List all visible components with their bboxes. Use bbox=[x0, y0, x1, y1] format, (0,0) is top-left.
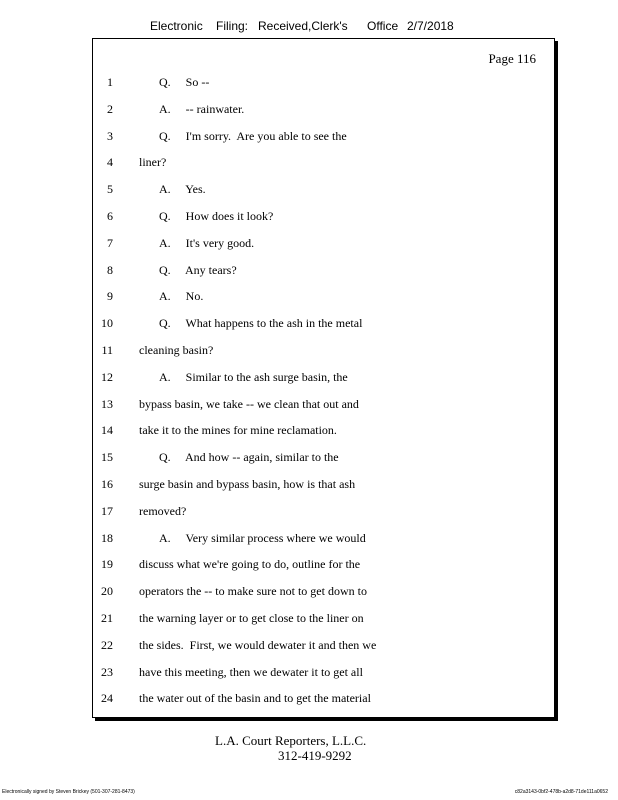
line-number: 9 bbox=[107, 289, 113, 304]
line-text: Q. I'm sorry. Are you able to see the bbox=[159, 128, 347, 143]
line-number: 1 bbox=[107, 75, 113, 89]
transcript-line bbox=[93, 289, 554, 307]
line-text: liner? bbox=[139, 155, 167, 170]
filing-header-office: Office bbox=[367, 19, 399, 33]
line-number: 7 bbox=[107, 235, 113, 250]
filing-header-filing: Filing: bbox=[216, 19, 249, 33]
line-number: 14 bbox=[101, 423, 113, 438]
transcript-line bbox=[93, 370, 554, 388]
line-number: 5 bbox=[107, 182, 113, 197]
transcript-line bbox=[93, 316, 554, 334]
transcript-line bbox=[93, 611, 554, 629]
line-number: 24 bbox=[101, 691, 113, 706]
line-number: 22 bbox=[101, 637, 113, 652]
transcript-line bbox=[93, 691, 554, 709]
line-text: removed? bbox=[139, 503, 187, 518]
line-text: A. Yes. bbox=[159, 182, 206, 197]
filing-header-electronic: Electronic bbox=[150, 19, 203, 33]
transcript-line bbox=[93, 129, 554, 147]
line-text: Q. Any tears? bbox=[159, 262, 237, 277]
line-text: the warning layer or to get close to the liner on bbox=[139, 611, 364, 625]
line-number: 3 bbox=[107, 128, 113, 143]
line-number: 8 bbox=[107, 262, 113, 277]
line-text: the sides. First, we would dewater it and then we bbox=[139, 637, 377, 652]
line-text: Q. And how -- again, similar to the bbox=[159, 450, 339, 465]
court-reporter-name: L.A. Court Reporters, L.L.C. bbox=[215, 733, 367, 748]
transcript-line bbox=[93, 531, 554, 549]
line-number: 19 bbox=[101, 557, 113, 572]
line-number: 16 bbox=[101, 477, 113, 491]
transcript-line bbox=[93, 423, 554, 441]
line-number: 13 bbox=[101, 396, 113, 411]
filing-header-received: Received,Clerk's bbox=[258, 19, 348, 33]
line-text: bypass basin, we take -- we clean that out and bbox=[139, 396, 359, 411]
transcript-line bbox=[93, 397, 554, 415]
line-number: 11 bbox=[101, 343, 113, 357]
transcript-line bbox=[93, 584, 554, 602]
transcript-line bbox=[93, 209, 554, 227]
transcript-line bbox=[93, 182, 554, 200]
line-text: Q. So -- bbox=[159, 75, 210, 89]
line-text: the water out of the basin and to get the material bbox=[139, 691, 371, 706]
filing-header bbox=[0, 19, 618, 37]
line-text: discuss what we're going to do, outline for the bbox=[139, 557, 361, 572]
line-number: 17 bbox=[101, 503, 113, 518]
line-number: 4 bbox=[107, 155, 113, 170]
transcript-line bbox=[93, 450, 554, 468]
line-text: A. Very similar process where we would bbox=[159, 530, 366, 545]
transcript-line bbox=[93, 75, 554, 93]
transcript-line bbox=[93, 665, 554, 683]
transcript-line bbox=[93, 236, 554, 254]
filing-header-date: 2/7/2018 bbox=[407, 19, 454, 33]
transcript-line bbox=[93, 638, 554, 656]
line-number: 12 bbox=[101, 369, 113, 384]
line-text: cleaning basin? bbox=[139, 343, 214, 357]
line-number: 6 bbox=[107, 209, 113, 223]
line-number: 10 bbox=[101, 316, 113, 331]
line-number: 20 bbox=[101, 584, 113, 599]
page-number: Page 116 bbox=[488, 51, 536, 66]
transcript-line bbox=[93, 477, 554, 495]
transcript-page bbox=[92, 38, 555, 718]
line-text: A. Similar to the ash surge basin, the bbox=[159, 369, 348, 384]
line-text: surge basin and bypass basin, how is that ash bbox=[139, 477, 356, 491]
document-id: c82a3143-0bf2-478b-a2d8-71de111a0652 bbox=[514, 789, 608, 795]
transcript-line bbox=[93, 504, 554, 522]
transcript-line bbox=[93, 557, 554, 575]
line-text: A. It's very good. bbox=[159, 235, 255, 250]
transcript-line bbox=[93, 263, 554, 281]
line-number: 15 bbox=[101, 450, 113, 465]
line-text: A. -- rainwater. bbox=[159, 101, 245, 116]
transcript-line bbox=[93, 343, 554, 361]
electronic-signature: Electronically signed by Steven Brickey (501-307-281-8473) bbox=[2, 789, 135, 795]
line-text: take it to the mines for mine reclamation. bbox=[139, 423, 337, 438]
line-text: Q. What happens to the ash in the metal bbox=[159, 316, 363, 331]
line-number: 18 bbox=[101, 530, 113, 545]
line-text: operators the -- to make sure not to get down to bbox=[139, 584, 367, 599]
line-number: 23 bbox=[101, 664, 113, 679]
court-reporter-phone: 312-419-9292 bbox=[278, 748, 352, 763]
line-text: A. No. bbox=[159, 289, 204, 304]
line-number: 21 bbox=[101, 611, 113, 625]
line-text: Q. How does it look? bbox=[159, 209, 274, 223]
transcript-line bbox=[93, 102, 554, 120]
line-number: 2 bbox=[107, 101, 113, 116]
transcript-line bbox=[93, 155, 554, 173]
line-text: have this meeting, then we dewater it to get all bbox=[139, 664, 363, 679]
